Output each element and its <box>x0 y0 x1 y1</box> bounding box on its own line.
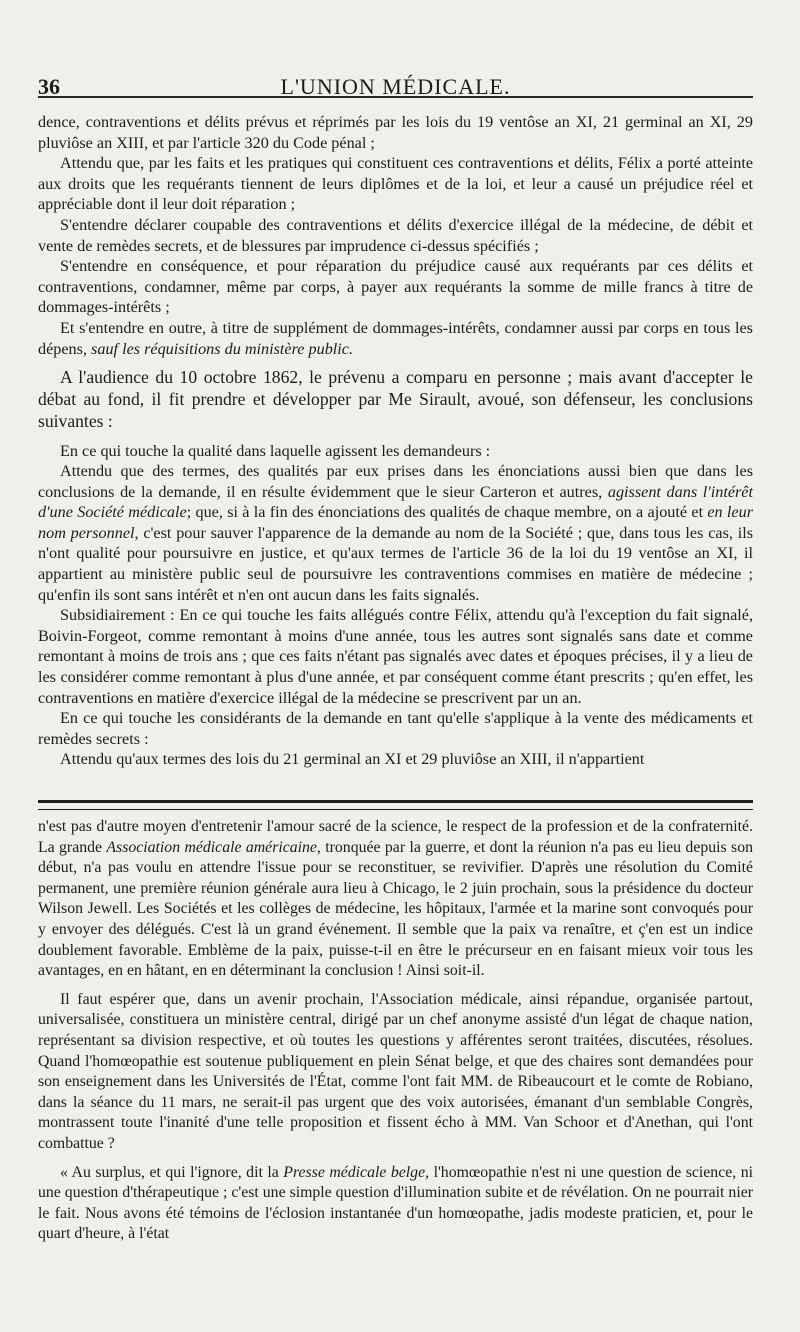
italic-run: sauf les réquisitions du ministère public. <box>91 339 354 358</box>
paragraph: Attendu que, par les faits et les pratiques qui constituent ces contraventions et délits, Félix a porté atteinte aux droits que les requérants tiennent de leurs diplômes et de la loi, et leur a causé un préjudice réel et appréciable dont il leur doit réparation ; <box>38 154 753 214</box>
italic-run: Presse médicale belge, <box>283 1163 430 1181</box>
paragraph <box>38 817 753 982</box>
italic-run: en leur nom personnel <box>38 503 754 542</box>
paragraph: A l'audience du 10 octobre 1862, le prévenu a comparu en personne ; mais avant d'accepter le débat au fond, il fit prendre et développer par Me Sirault, avoué, son défenseur, les conclusions suivantes : <box>38 367 753 431</box>
paragraph: Attendu qu'aux termes des lois du 21 germinal an XI et 29 pluviôse an XIII, il n'appartient <box>60 750 645 769</box>
text-run: , c'est pour sauver l'apparence de la demande au nom de la Société ; que, dans tous les cas, ils n'ont qualité pour poursuivre en justice, et qu'aux termes de l'article 36 de la loi du 19 ventôse an XI, il appartient au ministère public seul de poursuivre les contraventions commises en matière de médecine ; qu'enfin ils sont sans intérêt et n'en ont aucun dans les faits signalés. <box>38 523 753 604</box>
text-run: ; que, si à la fin des énonciations des qualités de chaque membre, on a ajouté et <box>186 503 708 522</box>
page-header <box>38 68 753 104</box>
paragraph: dence, contraventions et délits prévus et réprimés par les lois du 19 ventôse an XI, 21 germinal an XI, 29 pluviôse an XIII, et par l'article 320 du Code pénal ; <box>38 113 753 152</box>
italic-run: agissent dans l'intérêt d'une Société médicale <box>38 482 753 522</box>
paragraph: En ce qui touche les considérants de la demande en tant qu'elle s'applique à la vente des médicaments et remèdes secrets : <box>38 709 753 748</box>
paragraph <box>38 1163 753 1245</box>
paragraph <box>38 461 753 605</box>
page-number: 36 <box>38 74 60 99</box>
feuilleton-section <box>38 817 753 1245</box>
text-run: l'homœopathie n'est ni une question de science, ni une question d'thérapeutique ; c'est une simple question d'illumination subite et de révélation. On ne pourrait nier le fait. Nous avons été témoins de l'éclosion instantanée d'un homœopathe, jadis modeste praticien, et, pour le quart d'heure, à l'état <box>38 1163 753 1243</box>
text-run: Attendu que des termes, des qualités par eux prises dans les énonciations aussi bien que dans les conclusions de la demande, il en résulte évidemment que le sieur Carteron et autres, <box>38 462 753 501</box>
paragraph: S'entendre en conséquence, et pour réparation du préjudice causé aux requérants par ces délits et contraventions, condamner, même par corps, à payer aux requérants la somme de mille francs à titre de dommages-intérêts ; <box>38 257 753 317</box>
text-run: n'est pas d'autre moyen d'entretenir l'amour sacré de la science, le respect de la profession et de la confraternité. La grande <box>38 818 753 856</box>
legal-text-section <box>38 112 753 770</box>
running-title: L'UNION MÉDICALE. <box>280 74 511 99</box>
paragraph <box>38 318 753 359</box>
header-rule <box>38 96 753 98</box>
paragraph: En ce qui touche la qualité dans laquelle agissent les demandeurs : <box>60 441 491 460</box>
journal-page <box>38 0 753 1332</box>
italic-run: Association médicale américaine, <box>106 838 321 856</box>
text-run: Et s'entendre en outre, à titre de supplément de dommages-intérêts, condamner aussi par corps en tous les dépens, <box>38 318 753 358</box>
paragraph: Il faut espérer que, dans un avenir prochain, l'Association médicale, ainsi répandue, organisée partout, universalisée, constituera un ministère central, dirigé par un chef anonyme assisté d'un légat de chaque nation, représentant sa division respective, et où toutes les questions y afférentes seront traitées, discutées, résolues. Quand l'homœopathie est soutenue publiquement en plein Sénat belge, et que des chaires sont demandées pour son enseignement dans les Universités de l'État, comme l'ont fait MM. de Ribeaucourt et le comte de Robiano, dans la séance du 11 mars, ne serait-il pas urgent que des voix autorisées, émanant d'un semblable Congrès, montrassent toute l'inanité d'une telle proposition et fissent écho à MM. Van Schoor et d'Anethan, qui l'ont combattue ? <box>38 990 753 1152</box>
text-run: tronquée par la guerre, et dont la réunion n'a pas eu lieu depuis son début, n'a pas voulu en attendre l'issue pour se reconstituer, se revivifier. D'après une résolution du Comité permanent, une première réunion générale aura lieu à Chicago, le 2 juin prochain, sous la présidence du docteur Wilson Jewell. Les Sociétés et les collèges de médecine, les hôpitaux, l'armée et la marine sont convoqués pour y envoyer des délégués. C'est là un grand événement. Il semble que la paix va renaître, et ç'en est un indice doublement favorable. Emblème de la paix, puisse-t-il en être le précurseur en en faisant mieux voir tous les avantages, en en hâtant, en en déterminant la conclusion ! Ainsi soit-il. <box>38 838 753 980</box>
paragraph: Subsidiairement : En ce qui touche les faits allégués contre Félix, attendu qu'à l'exception du fait signalé, Boivin-Forgeot, comme remontant à moins d'une année, tous les autres sont signalés sans date et comme remontant à moins de trois ans ; que ces faits n'étant pas signalés avec dates et époques précises, il y a lieu de les considérer comme remontant à plus d'une année, et par conséquent comme étant prescrits ; qu'en effet, les contraventions en matière d'exercice illégal de la médecine se prescrivent par un an. <box>38 606 753 707</box>
text-run: « Au surplus, et qui l'ignore, dit la <box>60 1163 284 1181</box>
section-divider <box>38 800 753 810</box>
paragraph: S'entendre déclarer coupable des contraventions et délits d'exercice illégal de la médecine, de débit et vente de remèdes secrets, et de blessures par imprudence ci-dessus spécifiés ; <box>38 215 753 255</box>
